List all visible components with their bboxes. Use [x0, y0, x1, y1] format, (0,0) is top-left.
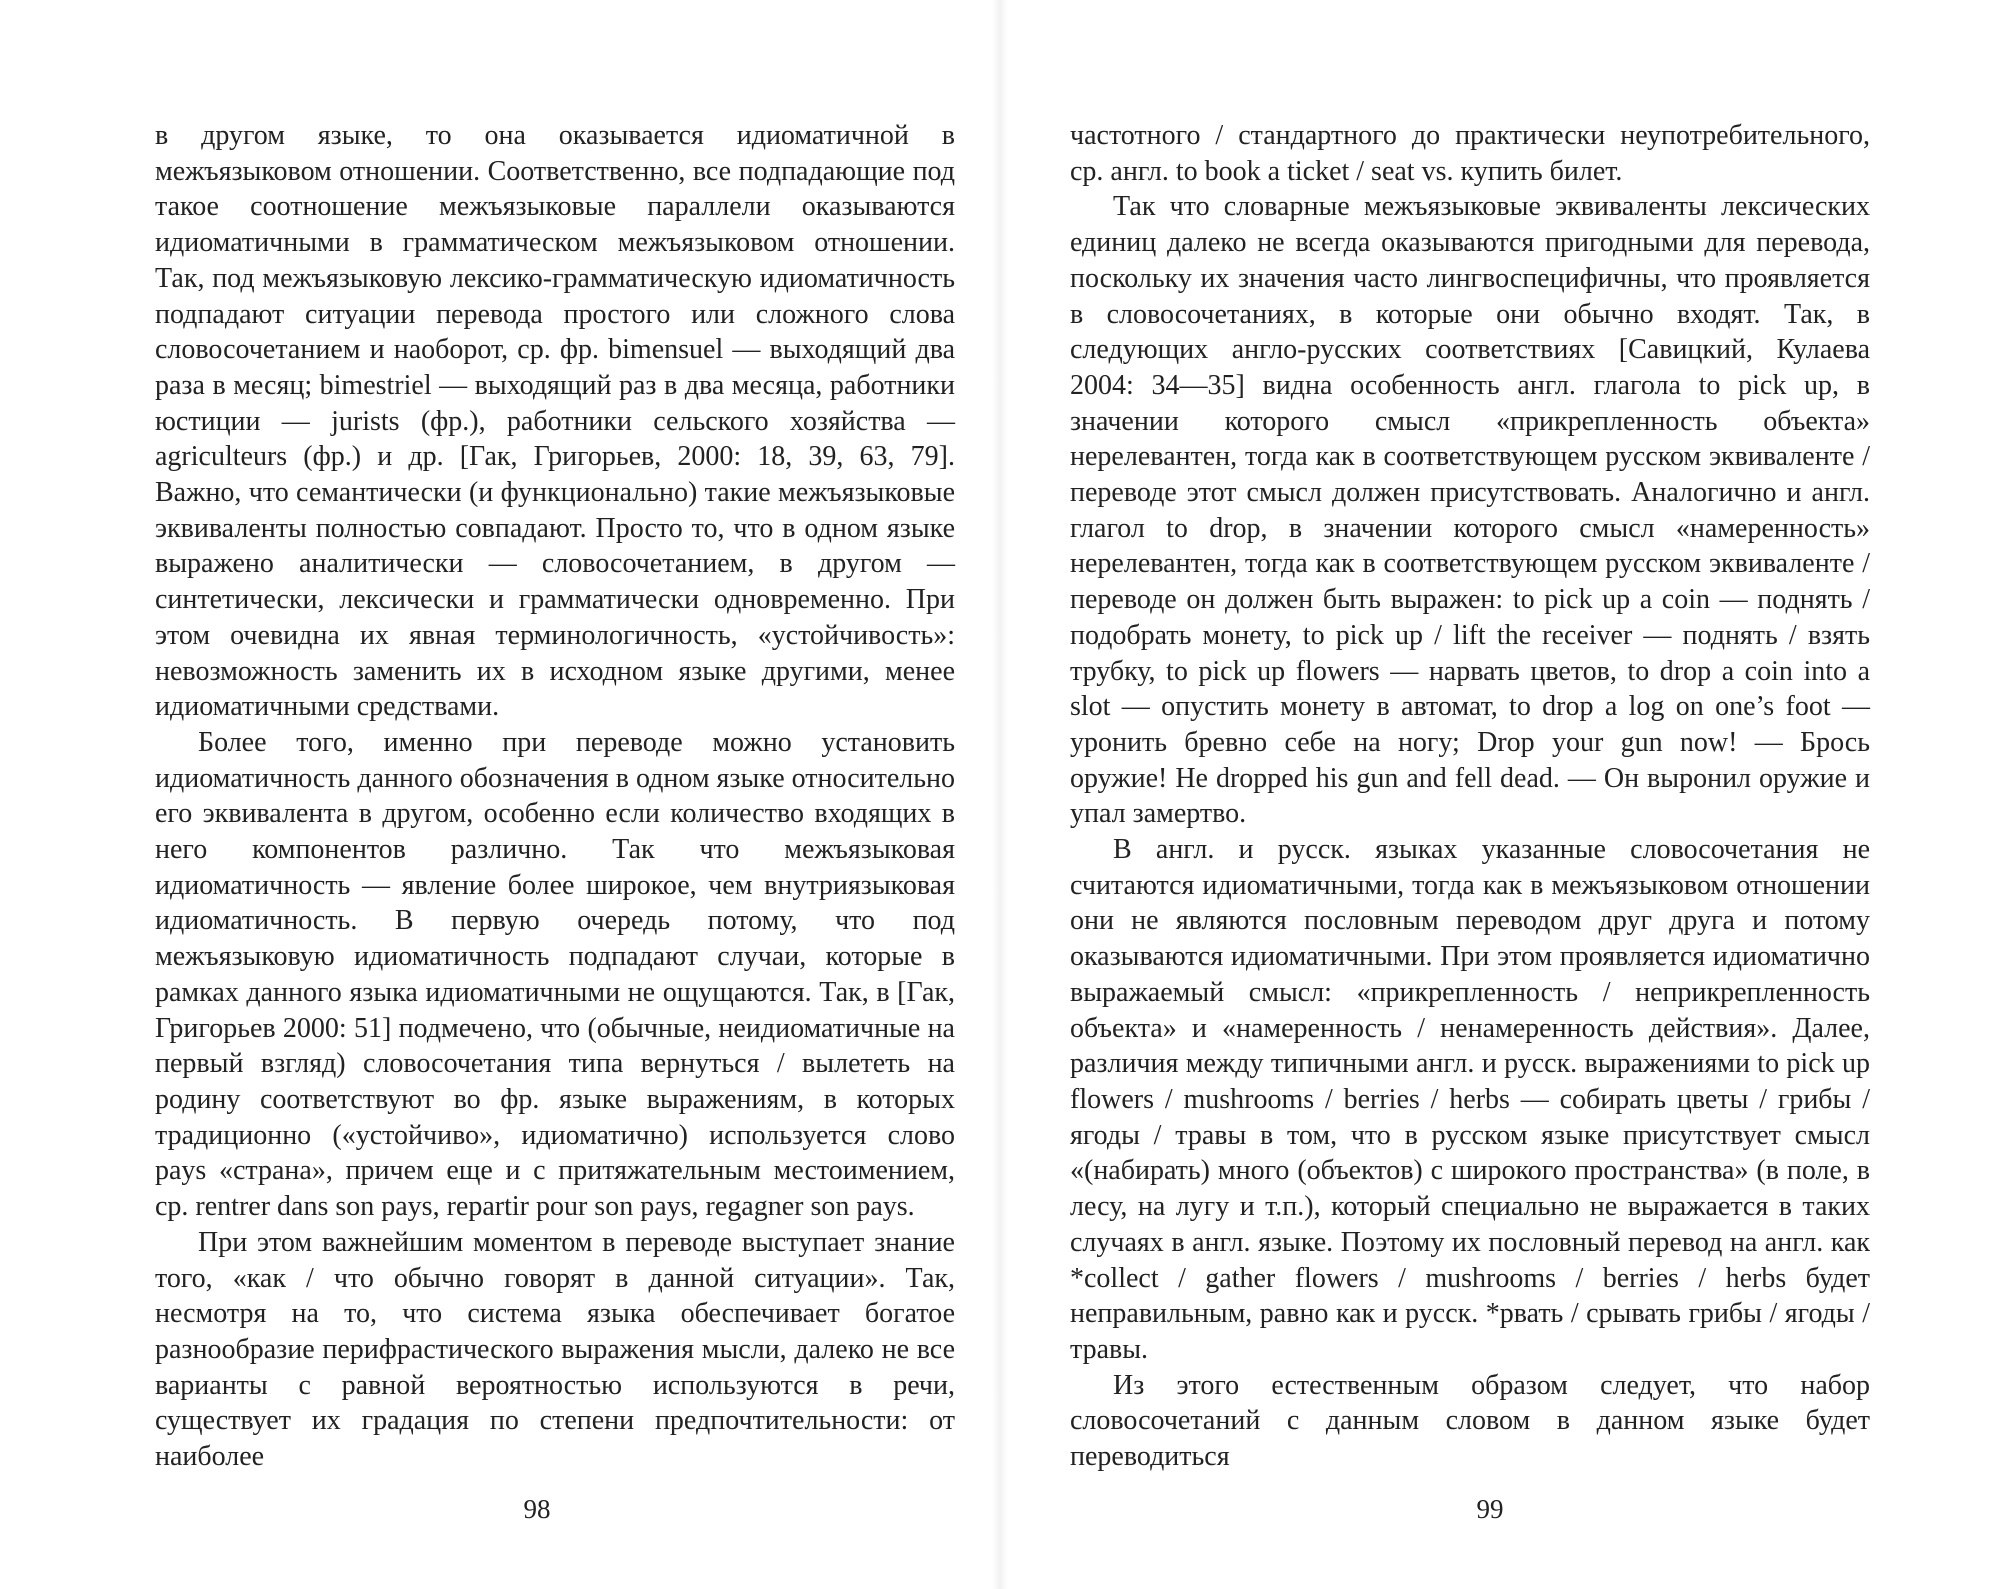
paragraph: Так что словарные межъязыковые эквиваленты лексических единиц далеко не всегда оказываются пригодными для перевода, поскольку их значения часто лингвоспецифичны, что проявляется в словосочетаниях, в которые они обычно входят. Так, в следующих англо-русских соответствиях [Савицкий, Кулаева 2004: 34—35] видна особенность англ. глагола to pick up, в значении которого смысл «прикрепленность объекта» нерелевантен, тогда как в соответствующем русском эквиваленте / переводе этот смысл должен присутствовать. Аналогично и англ. глагол to drop, в значении которого смысл «намеренность» нерелевантен, тогда как в соответствующем русском эквиваленте / переводе он должен быть выражен: to pick up a coin — поднять / подобрать монету, to pick up / lift the receiver — поднять / взять трубку, to pick up flowers — нарвать цветов, to drop a coin into a slot — опустить монету в автомат, to drop a log on one’s foot — уронить бревно себе на ногу; Drop your gun now! — Брось оружие! He dropped his gun and fell dead. — Он выронил оружие и упал замертво.	[1070, 191, 1870, 830]
paragraph: Из этого естественным образом следует, что набор словосочетаний с данным словом в данном языке будет переводиться	[1070, 1369, 1870, 1473]
left-page-text	[155, 118, 955, 1475]
right-page-text	[1070, 118, 1870, 1475]
paragraph: частотного / стандартного до практически неупотребительного, ср. англ. to book a ticket / seat vs. купить билет.	[1070, 120, 1870, 187]
paragraph: Более того, именно при переводе можно установить идиоматичность данного обозначения в одном языке относительно его эквивалента в другом, особенно если количество входящих в него компонентов различно. Так что межъязыковая идиоматичность — явление более широкое, чем внутриязыковая идиоматичность. В первую очередь потому, что под межъязыковую идиоматичность подпадают случаи, которые в рамках данного языка идиоматичными не ощущаются. Так, в [Гак, Григорьев 2000: 51] подмечено, что (обычные, неидиоматичные на первый взгляд) словосочетания типа вернуться / вылететь на родину соответствуют во фр. языке выражениям, в которых традиционно («устойчиво», идиоматично) используется слово pays «страна», причем еще и с притяжательным местоимением, ср. rentrer dans son pays, repartir pour son pays, regagner son pays.	[155, 726, 955, 1223]
paragraph: В англ. и русск. языках указанные словосочетания не считаются идиоматичными, тогда как в межъязыковом отношении они не являются пословным переводом друг друга и потому оказываются идиоматичными. При этом проявляется идиоматично выражаемый смысл: «прикрепленность / неприкрепленность объекта» и «намеренность / ненамеренность действия». Далее, различия между типичными англ. и русск. выражениями to pick up flowers / mushrooms / berries / herbs — собирать цветы / грибы / ягоды / травы в том, что в русском языке присутствует смысл «(набирать) много (объектов) с широкого пространства» (в поле, в лесу, на лугу и т.п.), который специально не выражается в таких случаях в англ. языке. Поэтому их пословный перевод на англ. как *collect / gather flowers / mushrooms / berries / herbs будет неправильным, равно как и русск. *рвать / срывать грибы / ягоды / травы.	[1070, 834, 1870, 1365]
paragraph: При этом важнейшим моментом в переводе выступает знание того, «как / что обычно говорят в данной ситуации». Так, несмотря на то, что система языка обеспечивает богатое разнообразие перифрастического выражения мысли, далеко не все варианты с равной вероятностью используются в речи, существует их градация по степени предпочтительности: от наиболее	[155, 1226, 955, 1473]
paragraph: в другом языке, то она оказывается идиоматичной в межъязыковом отношении. Соответственно, все подпадающие под такое соотношение межъязыковые параллели оказываются идиоматичными в грамматическом межъязыковом отношении. Так, под межъязыковую лексико-грамматическую идиоматичность подпадают ситуации перевода простого или сложного слова словосочетанием и наоборот, ср. фр. bimensuel — выходящий два раза в месяц; bimestriel — выходящий раз в два месяца, работники юстиции — jurists (фр.), работники сельского хозяйства — agriculteurs (фр.) и др. [Гак, Григорьев, 2000: 18, 39, 63, 79]. Важно, что семантически (и функционально) такие межъязыковые эквиваленты полностью совпадают. Просто то, что в одном языке выражено аналитически — словосочетанием, в другом — синтетически, лексически и грамматически одновременно. При этом очевидна их явная терминологичность, «устойчивость»: невозможность заменить их в исходном языке другими, менее идиоматичными средствами.	[155, 120, 955, 723]
right-page	[1000, 0, 2000, 1589]
page-number: 99	[1476, 1494, 1504, 1524]
page-number: 98	[523, 1494, 551, 1524]
